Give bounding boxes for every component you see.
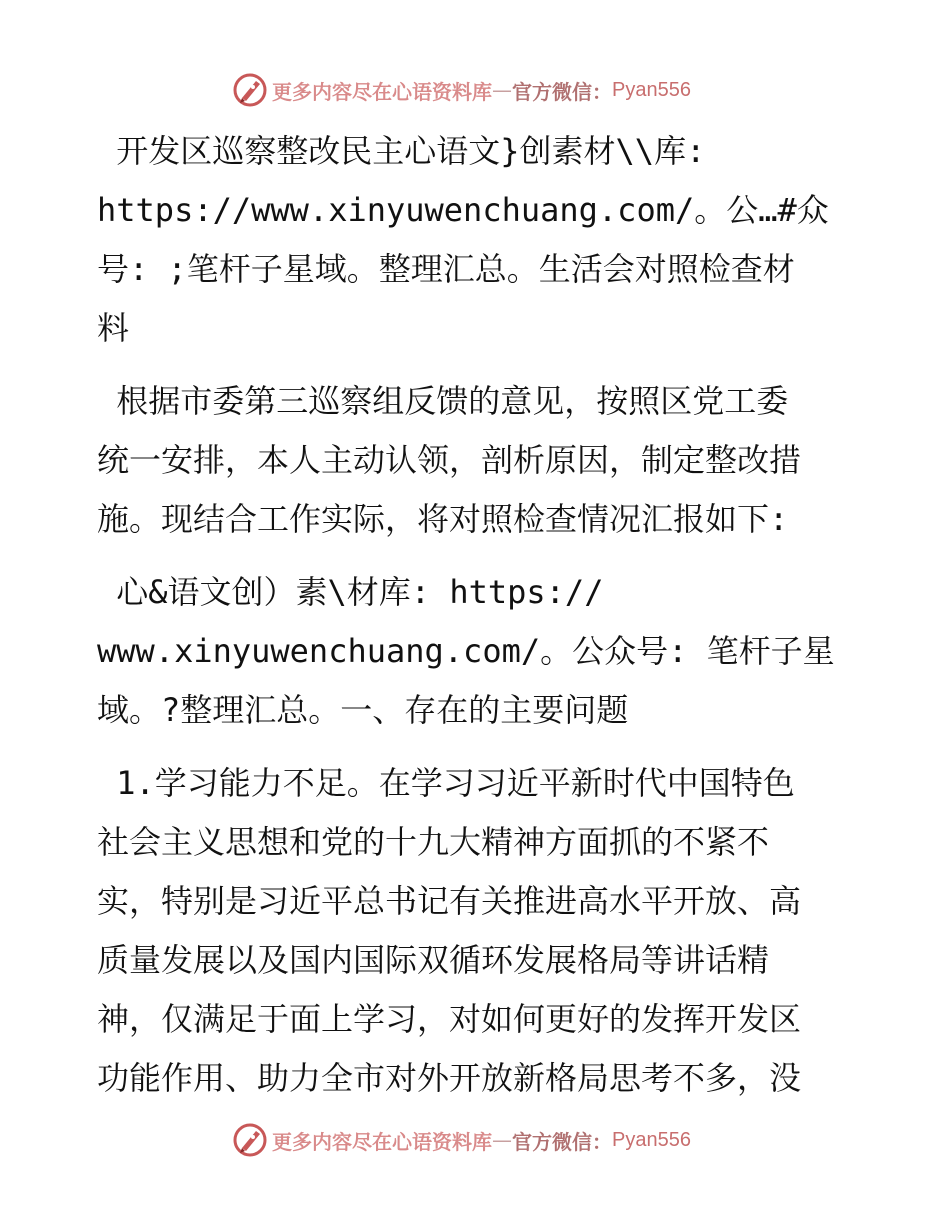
text-line: 心&语文创）素\材库: https:// xyxy=(97,573,604,611)
text-line: 施。现结合工作实际，将对照检查情况汇报如下: xyxy=(97,500,789,538)
banner-site-name: 更多内容尽在心语资料库 xyxy=(272,79,492,104)
banner-wechat-id: Pyan556 xyxy=(612,78,691,101)
pen-logo-icon xyxy=(232,1122,268,1158)
paragraph-item-1 xyxy=(97,754,857,1108)
paragraph-section-heading xyxy=(97,563,857,740)
banner-dash: — xyxy=(492,78,512,102)
paragraph-title xyxy=(97,122,857,358)
banner-dash: — xyxy=(492,1128,512,1152)
text-line: www.xinyuwenchuang.com/。公众号: 笔杆子星 xyxy=(97,632,835,670)
text-line: 神，仅满足于面上学习，对如何更好的发挥开发区 xyxy=(97,1000,802,1038)
banner-site-name: 更多内容尽在心语资料库 xyxy=(272,1129,492,1154)
pen-logo-icon xyxy=(232,72,268,108)
text-line: 实，特别是习近平总书记有关推进高水平开放、高 xyxy=(97,882,802,920)
text-line: 质量发展以及国内国际双循环发展格局等讲话精 xyxy=(97,941,770,979)
paragraph-intro xyxy=(97,372,857,549)
text-line: https://www.xinyuwenchuang.com/。公…#众 xyxy=(97,191,829,229)
text-line: 社会主义思想和党的十九大精神方面抓的不紧不 xyxy=(97,823,770,861)
text-line: 料 xyxy=(97,309,130,347)
text-line: 开发区巡察整改民主心语文}创素材\\库: xyxy=(97,132,706,170)
footer-banner xyxy=(232,1120,712,1160)
header-banner xyxy=(232,70,712,110)
text-line: 功能作用、助力全市对外开放新格局思考不多，没 xyxy=(97,1059,802,1097)
banner-official-label: 官方微信： xyxy=(512,79,612,104)
banner-wechat-id: Pyan556 xyxy=(612,1128,691,1151)
text-line: 域。?整理汇总。一、存在的主要问题 xyxy=(97,691,629,729)
text-line: 1.学习能力不足。在学习习近平新时代中国特色 xyxy=(97,764,795,802)
text-line: 号: ;笔杆子星域。整理汇总。生活会对照检查材 xyxy=(97,250,795,288)
text-line: 统一安排，本人主动认领，剖析原因，制定整改措 xyxy=(97,441,802,479)
banner-official-label: 官方微信： xyxy=(512,1129,612,1154)
document-body xyxy=(97,122,857,1108)
text-line: 根据市委第三巡察组反馈的意见，按照区党工委 xyxy=(97,382,789,420)
